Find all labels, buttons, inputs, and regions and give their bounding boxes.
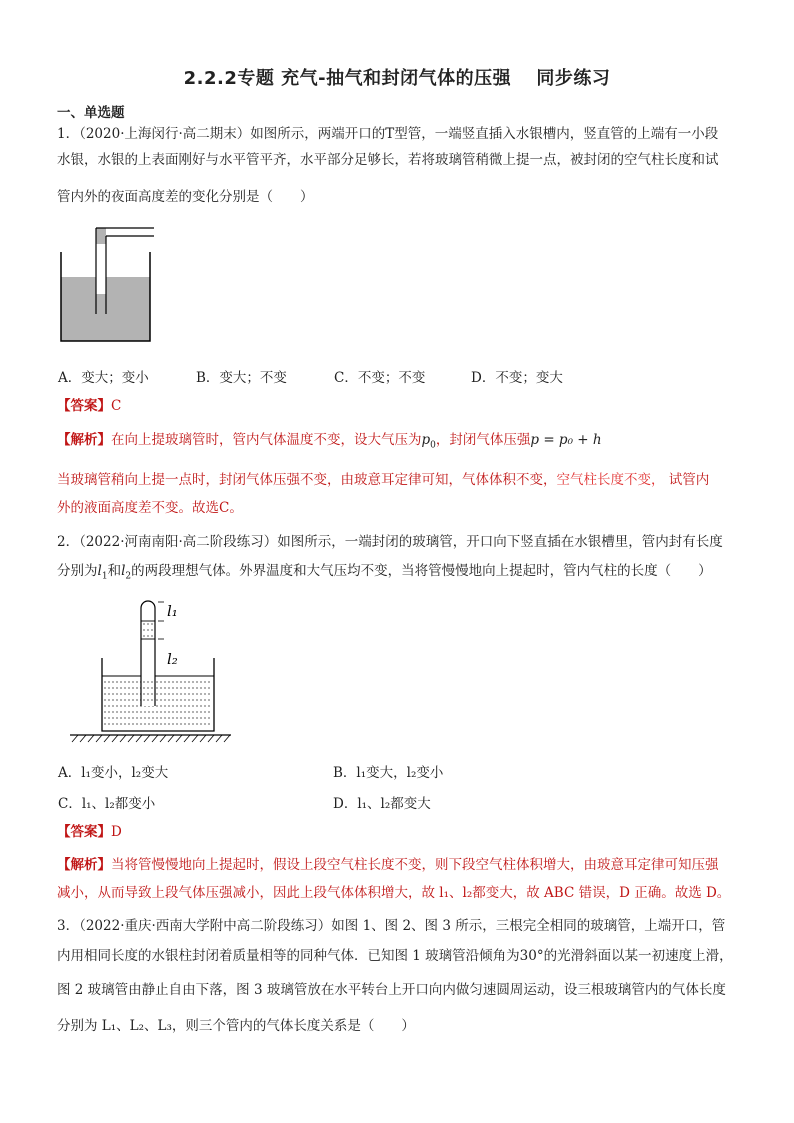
q2-text: 分别为 (57, 563, 98, 579)
label-l1: l₁ (167, 602, 178, 620)
var-p0-sub: 0 (430, 440, 436, 451)
ground-hatch (72, 735, 230, 742)
q2-option-c: C．l₁、l₂都变小 (58, 796, 156, 812)
q3-text-line3: 图 2 玻璃管由静止自由下落，图 3 玻璃管放在水平转台上开口向内做匀速圆周运动，设三根玻璃管内的气体长度 (57, 982, 726, 998)
label-l2: l₂ (167, 650, 178, 668)
q3-text-line4: 分别为 L₁、L₂、L₃，则三个管内的气体长度关系是（ ） (57, 1018, 415, 1034)
var-p0: p (421, 432, 431, 448)
q1-option-b: B．变大；不变 (196, 370, 287, 386)
q2-analysis-line2: 减小，从而导致上段气体压强减小，因此上段气体体积增大，故 l₁、l₂都变大，故 ABC 错误，D 正确。故选 D。 (57, 885, 731, 901)
q1-text-line3: 管内外的夜面高度差的变化分别是（ ） (57, 189, 314, 205)
var-l1: l (97, 563, 102, 579)
q1-analysis-line1 (57, 430, 747, 456)
q1-option-d: D．不变；变大 (471, 370, 563, 386)
var-l1-sub: 1 (101, 571, 108, 582)
figure-closed-tube (68, 594, 233, 744)
q3-text-line2: 内用相同长度的水银柱封闭着质量相等的同种气体．已知图 1 玻璃管沿倾角为30°的光滑斜面以某一初速度上滑， (57, 948, 733, 964)
q2-option-d: D．l₁、l₂都变大 (333, 796, 431, 812)
q1-answer (57, 396, 747, 416)
analysis-text: 当将管慢慢地向上提起时，假设上段空气柱长度不变，则下段空气柱体积增大，由玻意耳定律可知压强 (111, 857, 719, 873)
q2-option-a: A．l₁变小，l₂变大 (58, 765, 169, 781)
page-title: 2.2.2专题 充气-抽气和封闭气体的压强 同步练习 (183, 68, 611, 89)
q2-text-line2 (57, 561, 747, 587)
q2-option-b: B．l₁变大，l₂变小 (333, 765, 444, 781)
analysis-tag: 【解析】 (57, 857, 111, 873)
q2-text-line1: 2．（2022·河南南阳·高二阶段练习）如图所示，一端封闭的玻璃管，开口向下竖直插在水银槽里，管内封有长度 (57, 534, 723, 550)
q2-analysis-line1 (57, 855, 747, 875)
var-l2: l (121, 563, 126, 579)
q3-text-line1: 3．（2022·重庆·西南大学附中高二阶段练习）如图 1、图 2、图 3 所示，三根完全相同的玻璃管，上端开口，管 (57, 918, 726, 934)
analysis-text-mid: ，封闭气体压强 (435, 432, 531, 448)
vertical-tube-mercury (96, 294, 106, 314)
trough-outline (102, 658, 214, 731)
q2-text: 和 (107, 563, 122, 579)
analysis-text: 在向上提玻璃管时，管内气体温度不变，设大气压为 (111, 432, 422, 448)
figure-t-tube (58, 222, 158, 344)
answer-tag: 【答案】 (57, 824, 111, 840)
analysis-highlight: 空气柱长度不变， (556, 472, 665, 488)
q2-answer (57, 822, 747, 842)
analysis-text: 当玻璃管稍向上提一点时，封闭气体压强不变，由玻意耳定律可知，气体体积不变， (57, 472, 557, 488)
q1-option-c: C．不变；不变 (334, 370, 426, 386)
analysis-text: 试管内 (664, 472, 710, 488)
section-heading: 一、单选题 (57, 105, 125, 121)
q1-text-line2: 水银，水银的上表面刚好与水平管平齐，水平部分足够长，若将玻璃管稍微上提一点，被封闭的空气柱长度和试 (57, 152, 719, 168)
q1-option-a: A．变大；变小 (58, 370, 149, 386)
answer-value: D (111, 824, 122, 840)
formula-pressure: p = p₀ + h (530, 432, 602, 448)
q1-analysis-line2 (57, 470, 747, 490)
top-mercury-slug (96, 228, 106, 244)
mercury-hatch (104, 682, 212, 724)
var-l2-sub: 2 (125, 571, 132, 582)
q1-text-line1: 1．（2020·上海闵行·高二期末）如图所示，两端开口的T型管，一端竖直插入水银槽内，竖直管的上端有一小段 (57, 126, 719, 142)
answer-tag: 【答案】 (57, 398, 111, 414)
analysis-tag: 【解析】 (57, 432, 111, 448)
glass-tube (141, 602, 155, 706)
q1-analysis-line3: 外的液面高度差不变。故选C。 (57, 500, 243, 516)
answer-value: C (111, 398, 122, 414)
q2-text: 的两段理想气体。外界温度和大气压均不变，当将管慢慢地向上提起时，管内气柱的长度（ ） (131, 563, 712, 579)
